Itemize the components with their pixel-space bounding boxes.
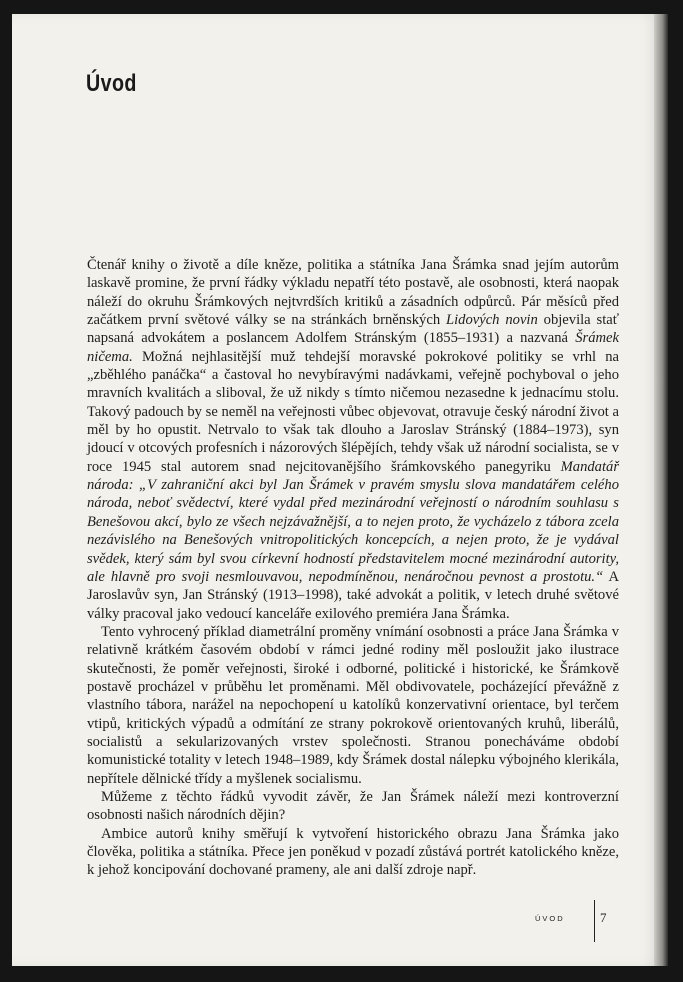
- text-run: A Jaroslavův syn, Jan Stránský (1913–1998), také advokát a politik, v letech druhé světové války pracoval jako vedoucí kanceláře exilového premiéra Jana Šrámka.: [87, 568, 619, 622]
- body-text: [87, 256, 619, 880]
- chapter-heading: Úvod: [86, 70, 137, 97]
- footer-divider: [594, 900, 595, 942]
- book-page: [12, 14, 668, 966]
- text-run: objevila stať napsaná advokátem a poslancem Adolfem Stránským (1855–1931) a nazvaná: [87, 312, 619, 347]
- italic-quote: Mandatář národa: „V zahraniční akci byl Jan Šrámek v pravém smyslu slova mandatářem celého národa, neboť svědectví, které vydal před mezinárodní veřejností o národním souhlasu s Benešovou akcí, bylo ze všech nejzávažnější, a to nejen proto, že vycházelo z tábora zcela nezávislého na Benešových vnitropolitických koncepcích, a nejen proto, že je vydával svědek, který sám byl svou církevní hodností představitelem mocné mezinárodní autority, ale hlavně pro svoji nesmlouvavou, nepodmíněnou, nenáročnou pevnost a prostotu.“: [87, 458, 619, 585]
- paragraph-4: Ambice autorů knihy směřují k vytvoření historického obrazu Jana Šrámka jako člověka, politika a státníka. Přece jen poněkud v pozadí zůstává portrét katolického kněze, k jehož koncipování dochované prameny, ale ani další zdroje např.: [87, 825, 619, 879]
- italic-title: Šrámek ničema.: [87, 330, 619, 365]
- paragraph-1: [87, 256, 619, 623]
- italic-title: Lidových novin: [445, 312, 538, 329]
- running-footer-label: ÚVOD: [535, 914, 565, 923]
- page-number: 7: [600, 910, 607, 925]
- text-run: Možná nejhlasitější muž tehdejší moravské pokrokové politiky se vrhl na „zběhlého panáčka“ a častoval ho nevybíravými nadávkami, veřejně pochyboval o jeho mravních kvalitách a sliboval, že už nikdy s tímto ničemou nezasedne k jednacímu stolu. Takový padouch by se neměl na veřejnosti vůbec objevovat, otravuje český národní život a měl by ho opustit. Netrvalo to však tak dlouho a Jaroslav Stránský (1884–1973), syn jdoucí v otcových profesních i názorových šlépějích, tehdy však už národní socialista, se v roce 1945 stal autorem snad nejcitovanějšího šrámkovského panegyriku: [87, 348, 619, 475]
- page-edge-shadow: [654, 14, 668, 966]
- paragraph-3: Můžeme z těchto řádků vyvodit závěr, že Jan Šrámek náleží mezi kontroverzní osobnosti našich národních dějin?: [87, 788, 619, 824]
- paragraph-2: Tento vyhrocený příklad diametrální proměny vnímání osobnosti a práce Jana Šrámka v relativně krátkém časovém období v rámci jedné rodiny měl posloužit jako ilustrace skutečnosti, že poměr veřejnosti, široké i odborné, politické i historické, ke Šrámkově postavě procházel v průběhu let proměnami. Měl obdivovatele, pocházející převážně z vlastního tábora, narážel na nepochopení u katolíků konzervativní orientace, byl terčem vtipů, kritických výpadů a odmítání ze strany pokrokově orientovaných kruhů, liberálů, socialistů a sekularizovaných vrstev společnosti. Stranou ponecháváme období komunistické totality v letech 1948–1989, kdy Šrámek dostal nálepku výbojného klerikála, nepřítele dělnické třídy a myšlenek socialismu.: [87, 623, 619, 787]
- text-run: Čtenář knihy o životě a díle kněze, politika a státníka Jana Šrámka snad jejím autorům laskavě promine, že první řádky výkladu nepatří této postavě, ale osobnosti, která naopak náleží do okruhu Šrámkových nejtvrdších kritiků a zásadních odpůrců. Pár měsíců před začátkem první světové války se na stránkách brněnských: [87, 257, 619, 329]
